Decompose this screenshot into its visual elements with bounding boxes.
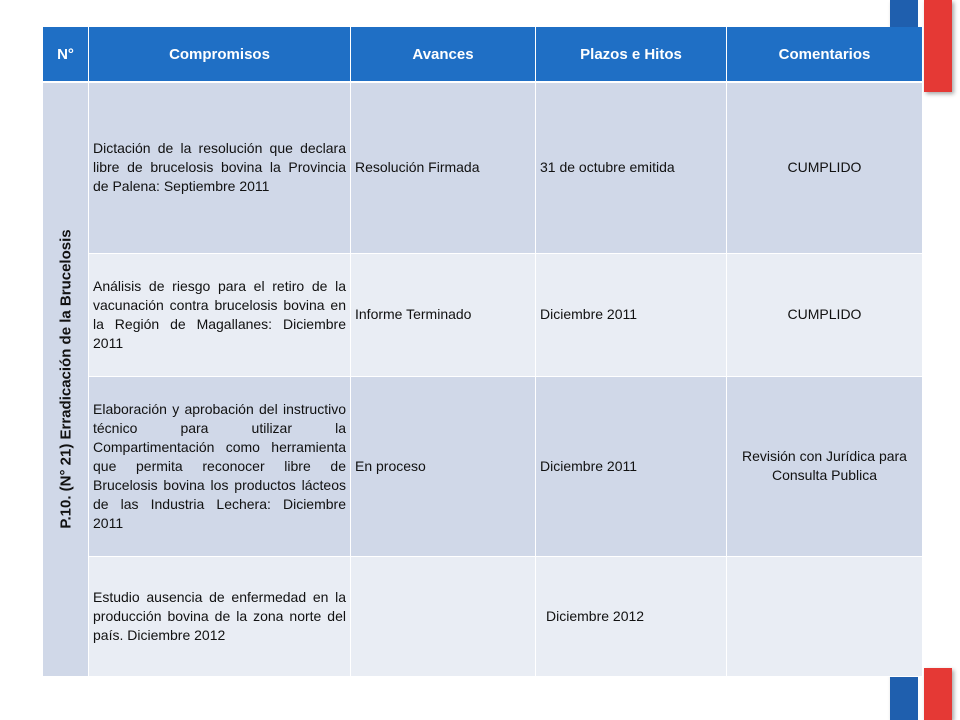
compromiso-cell: Estudio ausencia de enfermedad en la producción bovina de la zona norte del país. Diciembre 2012 [89,556,351,676]
commitments-table [42,27,923,677]
avance-cell: En proceso [351,376,536,556]
plazo-cell: 31 de octubre emitida [536,82,727,253]
group-label: P.10. (N° 21) Erradicación de la Brucelosis [57,229,74,529]
header-num: N° [43,27,89,82]
compromiso-cell: Elaboración y aprobación del instructivo técnico para utilizar la Compartimentación como herramienta que permita reconocer libre de Brucelosis bovina los productos lácteos de las Industria Lechera: Diciembre 2011 [89,376,351,556]
header-avances: Avances [351,27,536,82]
comentario-cell [727,556,923,676]
header-compromisos: Compromisos [89,27,351,82]
header-plazos: Plazos e Hitos [536,27,727,82]
flag-red-bar [924,0,952,92]
table-row [43,253,923,376]
header-comentarios: Comentarios [727,27,923,82]
avance-cell: Resolución Firmada [351,82,536,253]
avance-cell: Informe Terminado [351,253,536,376]
plazo-cell: Diciembre 2011 [536,253,727,376]
table-header-row [43,27,923,82]
table-row [43,376,923,556]
avance-cell [351,556,536,676]
compromiso-cell: Dictación de la resolución que declara libre de brucelosis bovina la Provincia de Palena: Septiembre 2011 [89,82,351,253]
table-row [43,82,923,253]
plazo-cell: Diciembre 2012 [536,556,727,676]
plazo-cell: Diciembre 2011 [536,376,727,556]
compromiso-cell: Análisis de riesgo para el retiro de la vacunación contra brucelosis bovina en la Región de Magallanes: Diciembre 2011 [89,253,351,376]
group-cell [43,82,89,676]
comentario-cell: CUMPLIDO [727,253,923,376]
comentario-cell: CUMPLIDO [727,82,923,253]
flag-red-bar [924,668,952,720]
comentario-cell: Revisión con Jurídica para Consulta Publica [727,376,923,556]
table-row [43,556,923,676]
